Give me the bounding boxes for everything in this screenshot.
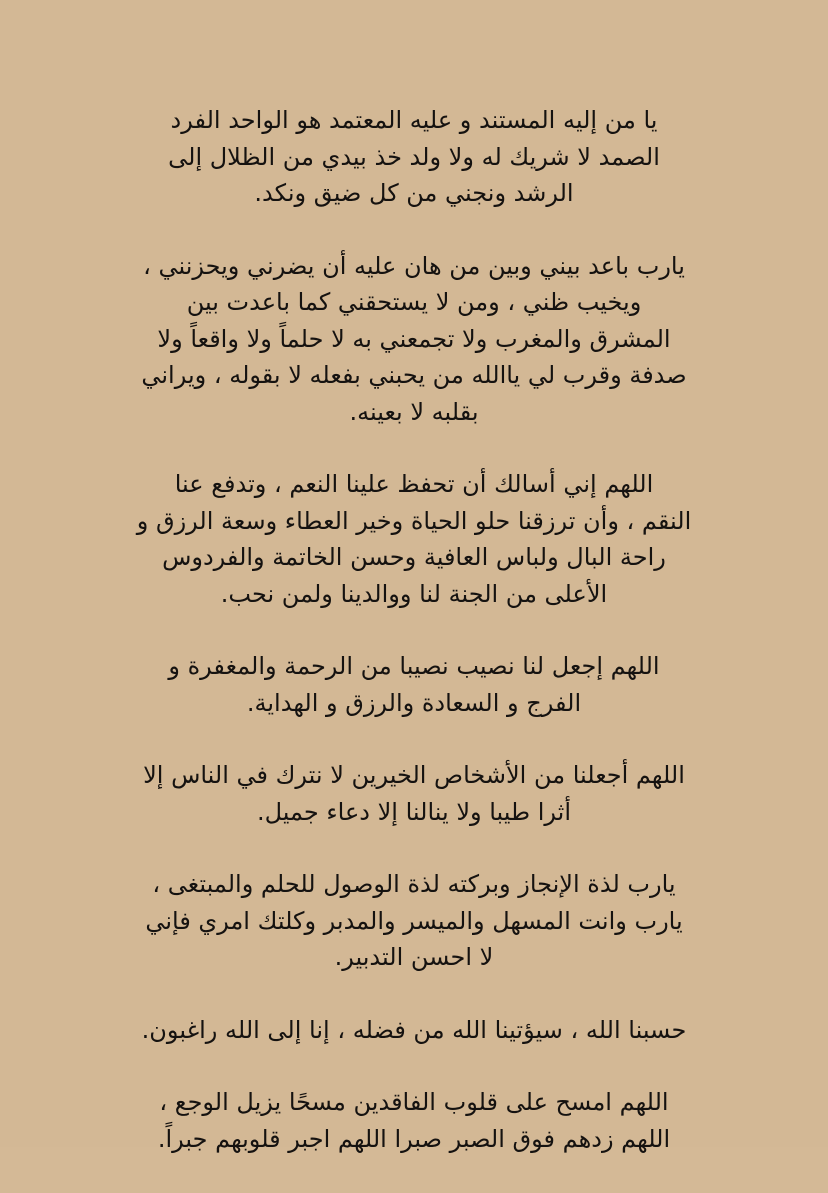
paragraph-8 xyxy=(100,1084,728,1157)
text-line: يا من إليه المستند و عليه المعتمد هو الواحد الفرد xyxy=(170,106,658,134)
text-line: اللهم امسح على قلوب الفاقدين مسحًا يزيل الوجع ، xyxy=(159,1088,669,1116)
text-line: اللهم إجعل لنا نصيب نصيبا من الرحمة والمغفرة و xyxy=(168,652,660,680)
text-line: حسبنا الله ، سيؤتينا الله من فضله ، إنا إلى الله راغبون. xyxy=(141,1015,687,1044)
text-line: بقلبه لا بعينه. xyxy=(349,397,479,426)
text-line: الفرج و السعادة والرزق و الهداية. xyxy=(246,688,582,717)
paragraph-3 xyxy=(100,466,728,612)
text-line: المشرق والمغرب ولا تجمعني به لا حلماً ولا واقعاً ولا xyxy=(157,324,671,353)
text-line: يارب باعد بيني وبين من هان عليه أن يضرني ويحزنني ، xyxy=(143,251,685,280)
paragraph-6 xyxy=(100,866,728,976)
text-line: اللهم أجعلنا من الأشخاص الخيرين لا نترك في الناس إلا xyxy=(143,761,685,789)
paragraph-7 xyxy=(100,1012,728,1049)
paragraph-2 xyxy=(100,248,728,431)
text-line: ويخيب ظني ، ومن لا يستحقني كما باعدت بين xyxy=(186,288,642,316)
supplication-text xyxy=(100,102,728,1193)
text-line: أثرا طيبا ولا ينالنا إلا دعاء جميل. xyxy=(256,797,572,826)
text-line: لا احسن التدبير. xyxy=(334,943,494,971)
text-line: صدفة وقرب لي ياالله من يحبني بفعله لا بقوله ، ويراني xyxy=(141,361,687,389)
text-line: اللهم زدهم فوق الصبر صبرا اللهم اجبر قلوبهم جبراً. xyxy=(157,1124,671,1153)
text-line: اللهم إني أسالك أن تحفظ علينا النعم ، وتدفع عنا xyxy=(174,470,654,498)
text-line: النقم ، وأن ترزقنا حلو الحياة وخير العطاء وسعة الرزق و xyxy=(136,506,692,535)
text-line: راحة البال ولباس العافية وحسن الخاتمة والفردوس xyxy=(162,543,666,571)
text-line: يارب وانت المسهل والميسر والمدبر وكلتك امري فإني xyxy=(145,906,683,935)
paragraph-4 xyxy=(100,648,728,721)
text-line: الأعلى من الجنة لنا ووالدينا ولمن نحب. xyxy=(220,579,608,608)
paragraph-1 xyxy=(100,102,728,212)
text-line: يارب لذة الإنجاز وبركته لذة الوصول للحلم والمبتغى ، xyxy=(152,870,676,898)
text-line: الصمد لا شريك له ولا ولد خذ بيدي من الظلال إلى xyxy=(168,142,660,171)
paragraph-5 xyxy=(100,757,728,830)
text-line: الرشد ونجني من كل ضيق ونكد. xyxy=(254,179,574,207)
